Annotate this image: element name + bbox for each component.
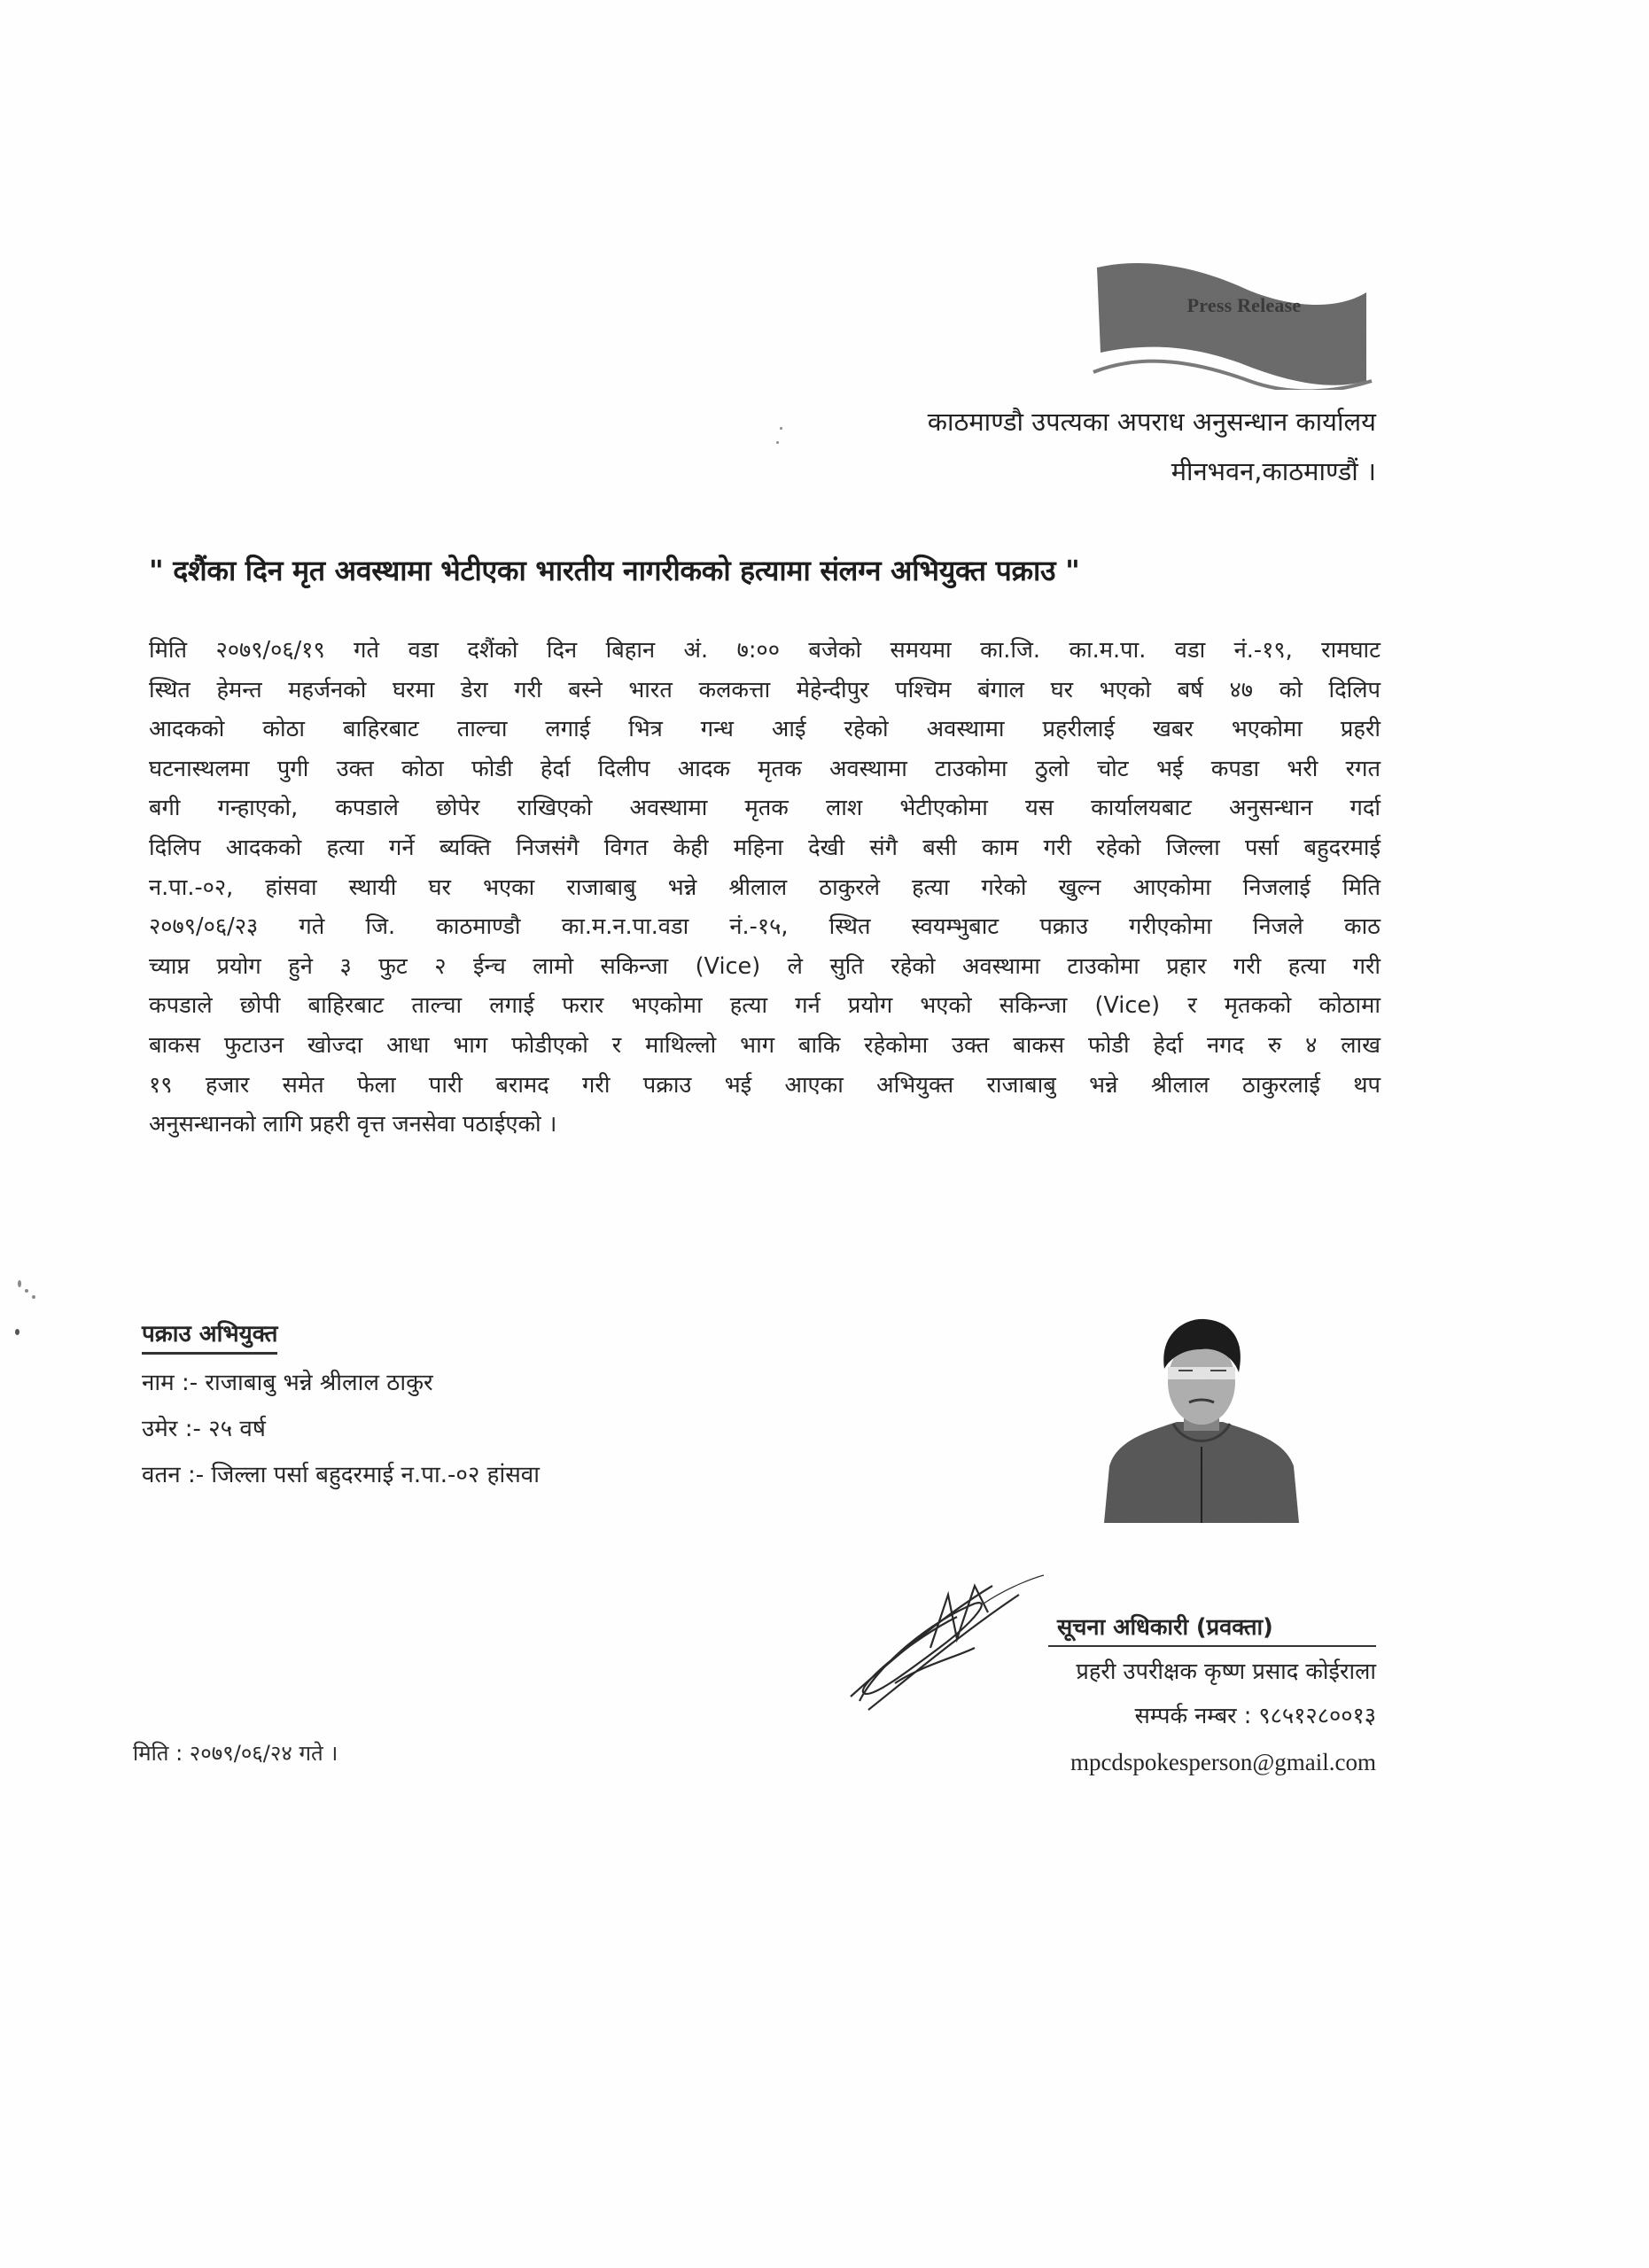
body-line: आदकको कोठा बाहिरबाट ताल्चा लगाई भित्र गन्ध आई रहेको अवस्थामा प्रहरीलाई खबर भएकोमा प्रहरी: [149, 716, 1381, 743]
body-line: स्थित हेमन्त महर्जनको घरमा डेरा गरी बस्ने भारत कलकत्ता मेहेन्दीपुर पश्चिम बंगाल घर भएको बर्ष ४७ को दिलिप: [149, 676, 1381, 703]
accused-address: वतन :- जिल्ला पर्सा बहुदरमाई न.पा.-०२ हांसवा: [142, 1462, 540, 1488]
accused-name: नाम :- राजाबाबु भन्ने श्रीलाल ठाकुर: [142, 1370, 433, 1396]
office-address: मीनभवन,काठमाण्डौं ।: [1171, 456, 1376, 486]
body-line: दिलिप आदकको हत्या गर्ने ब्यक्ति निजसंगै विगत केही महिना देखी संगै बसी काम गरी रहेको जिल्ला पर्सा बहुदरमाई: [149, 834, 1381, 861]
body-line: मिति २०७९/०६/१९ गते वडा दशैंको दिन बिहान अं. ७:०० बजेको समयमा का.जि. का.म.पा. वडा नं.-१९, रामघाट: [149, 637, 1381, 664]
signatory-title: सूचना अधिकारी (प्रवक्ता): [1048, 1610, 1376, 1647]
headline: " दशैंका दिन मृत अवस्थामा भेटीएका भारतीय नागरीकको हत्यामा संलग्न अभियुक्त पक्राउ ": [149, 554, 1080, 587]
body-line: न.पा.-०२, हांसवा स्थायी घर भएका राजाबाबु भन्ने श्रीलाल ठाकुरले हत्या गरेको खुल्न आएकोमा निजलाई मिति: [149, 874, 1381, 901]
body-line: च्याप्न प्रयोग हुने ३ फुट २ ईन्च लामो सकिन्जा (Vice) ले सुति रहेको अवस्थामा टाउकोमा प्रहार गरी हत्या गरी: [149, 952, 1381, 980]
scan-speck: [18, 1280, 21, 1287]
accused-photo: [1097, 1298, 1303, 1523]
body-paragraph: [149, 631, 1381, 1145]
body-line: बगी गन्हाएको, कपडाले छोपेर राखिएको अवस्थामा मृतक लाश भेटीएकोमा यस कार्यालयबाट अनुसन्धान गर्दा: [149, 795, 1381, 822]
body-line: २०७९/०६/२३ गते जि. काठमाण्डौ का.म.न.पा.वडा नं.-१५, स्थित स्वयम्भुबाट पक्राउ गरीएकोमा निजले काठ: [149, 913, 1381, 941]
body-line: घटनास्थलमा पुगी उक्त कोठा फोडी हेर्दा दिलीप आदक मृतक अवस्थामा टाउकोमा ठुलो चोट भई कपडा भरी रगत: [149, 755, 1381, 782]
handwritten-signature-icon: [842, 1568, 1046, 1719]
office-name: काठमाण्डौ उपत्यका अपराध अनुसन्धान कार्यालय: [927, 407, 1376, 437]
banner-label: Press Release: [1186, 294, 1302, 316]
office-header: [928, 397, 1376, 496]
scan-speck: [780, 427, 782, 430]
signatory-contact: सम्पर्क नम्बर : ९८५१२८००१३: [1134, 1703, 1376, 1729]
scan-speck: [15, 1329, 19, 1335]
press-release-banner: [1090, 248, 1382, 390]
accused-age: उमेर :- २५ वर्ष: [142, 1416, 266, 1442]
release-date: मिति : २०७९/०६/२४ गते ।: [133, 1741, 338, 1766]
signatory-email: mpcdspokesperson@gmail.com: [1070, 1749, 1376, 1775]
body-line: अनुसन्धानको लागि प्रहरी वृत्त जनसेवा पठाईएको ।: [149, 1111, 557, 1138]
scan-speck: [776, 441, 779, 444]
scan-speck: [32, 1295, 35, 1299]
scan-speck: [25, 1289, 28, 1293]
accused-heading: पक्राउ अभियुक्त: [142, 1317, 277, 1355]
signature: [842, 1568, 1046, 1719]
signatory-name: प्रहरी उपरीक्षक कृष्ण प्रसाद कोईराला: [1076, 1658, 1376, 1685]
signatory-block: [1048, 1605, 1376, 1784]
body-line: १९ हजार समेत फेला पारी बरामद गरी पक्राउ भई आएका अभियुक्त राजाबाबु भन्ने श्रीलाल ठाकुरलाई थप: [149, 1071, 1381, 1099]
body-line: बाकस फुटाउन खोज्दा आधा भाग फोडीएको र माथिल्लो भाग बाकि रहेकोमा उक्त बाकस फोडी हेर्दा नगद रु ४ लाख: [149, 1031, 1381, 1059]
body-line: कपडाले छोपी बाहिरबाट ताल्चा लगाई फरार भएकोमा हत्या गर्न प्रयोग भएको सकिन्जा (Vice) र मृतकको कोठामा: [149, 992, 1381, 1020]
accused-details: [142, 1311, 540, 1498]
wave-banner-icon: [1090, 248, 1382, 390]
person-photo-icon: [1097, 1298, 1303, 1523]
